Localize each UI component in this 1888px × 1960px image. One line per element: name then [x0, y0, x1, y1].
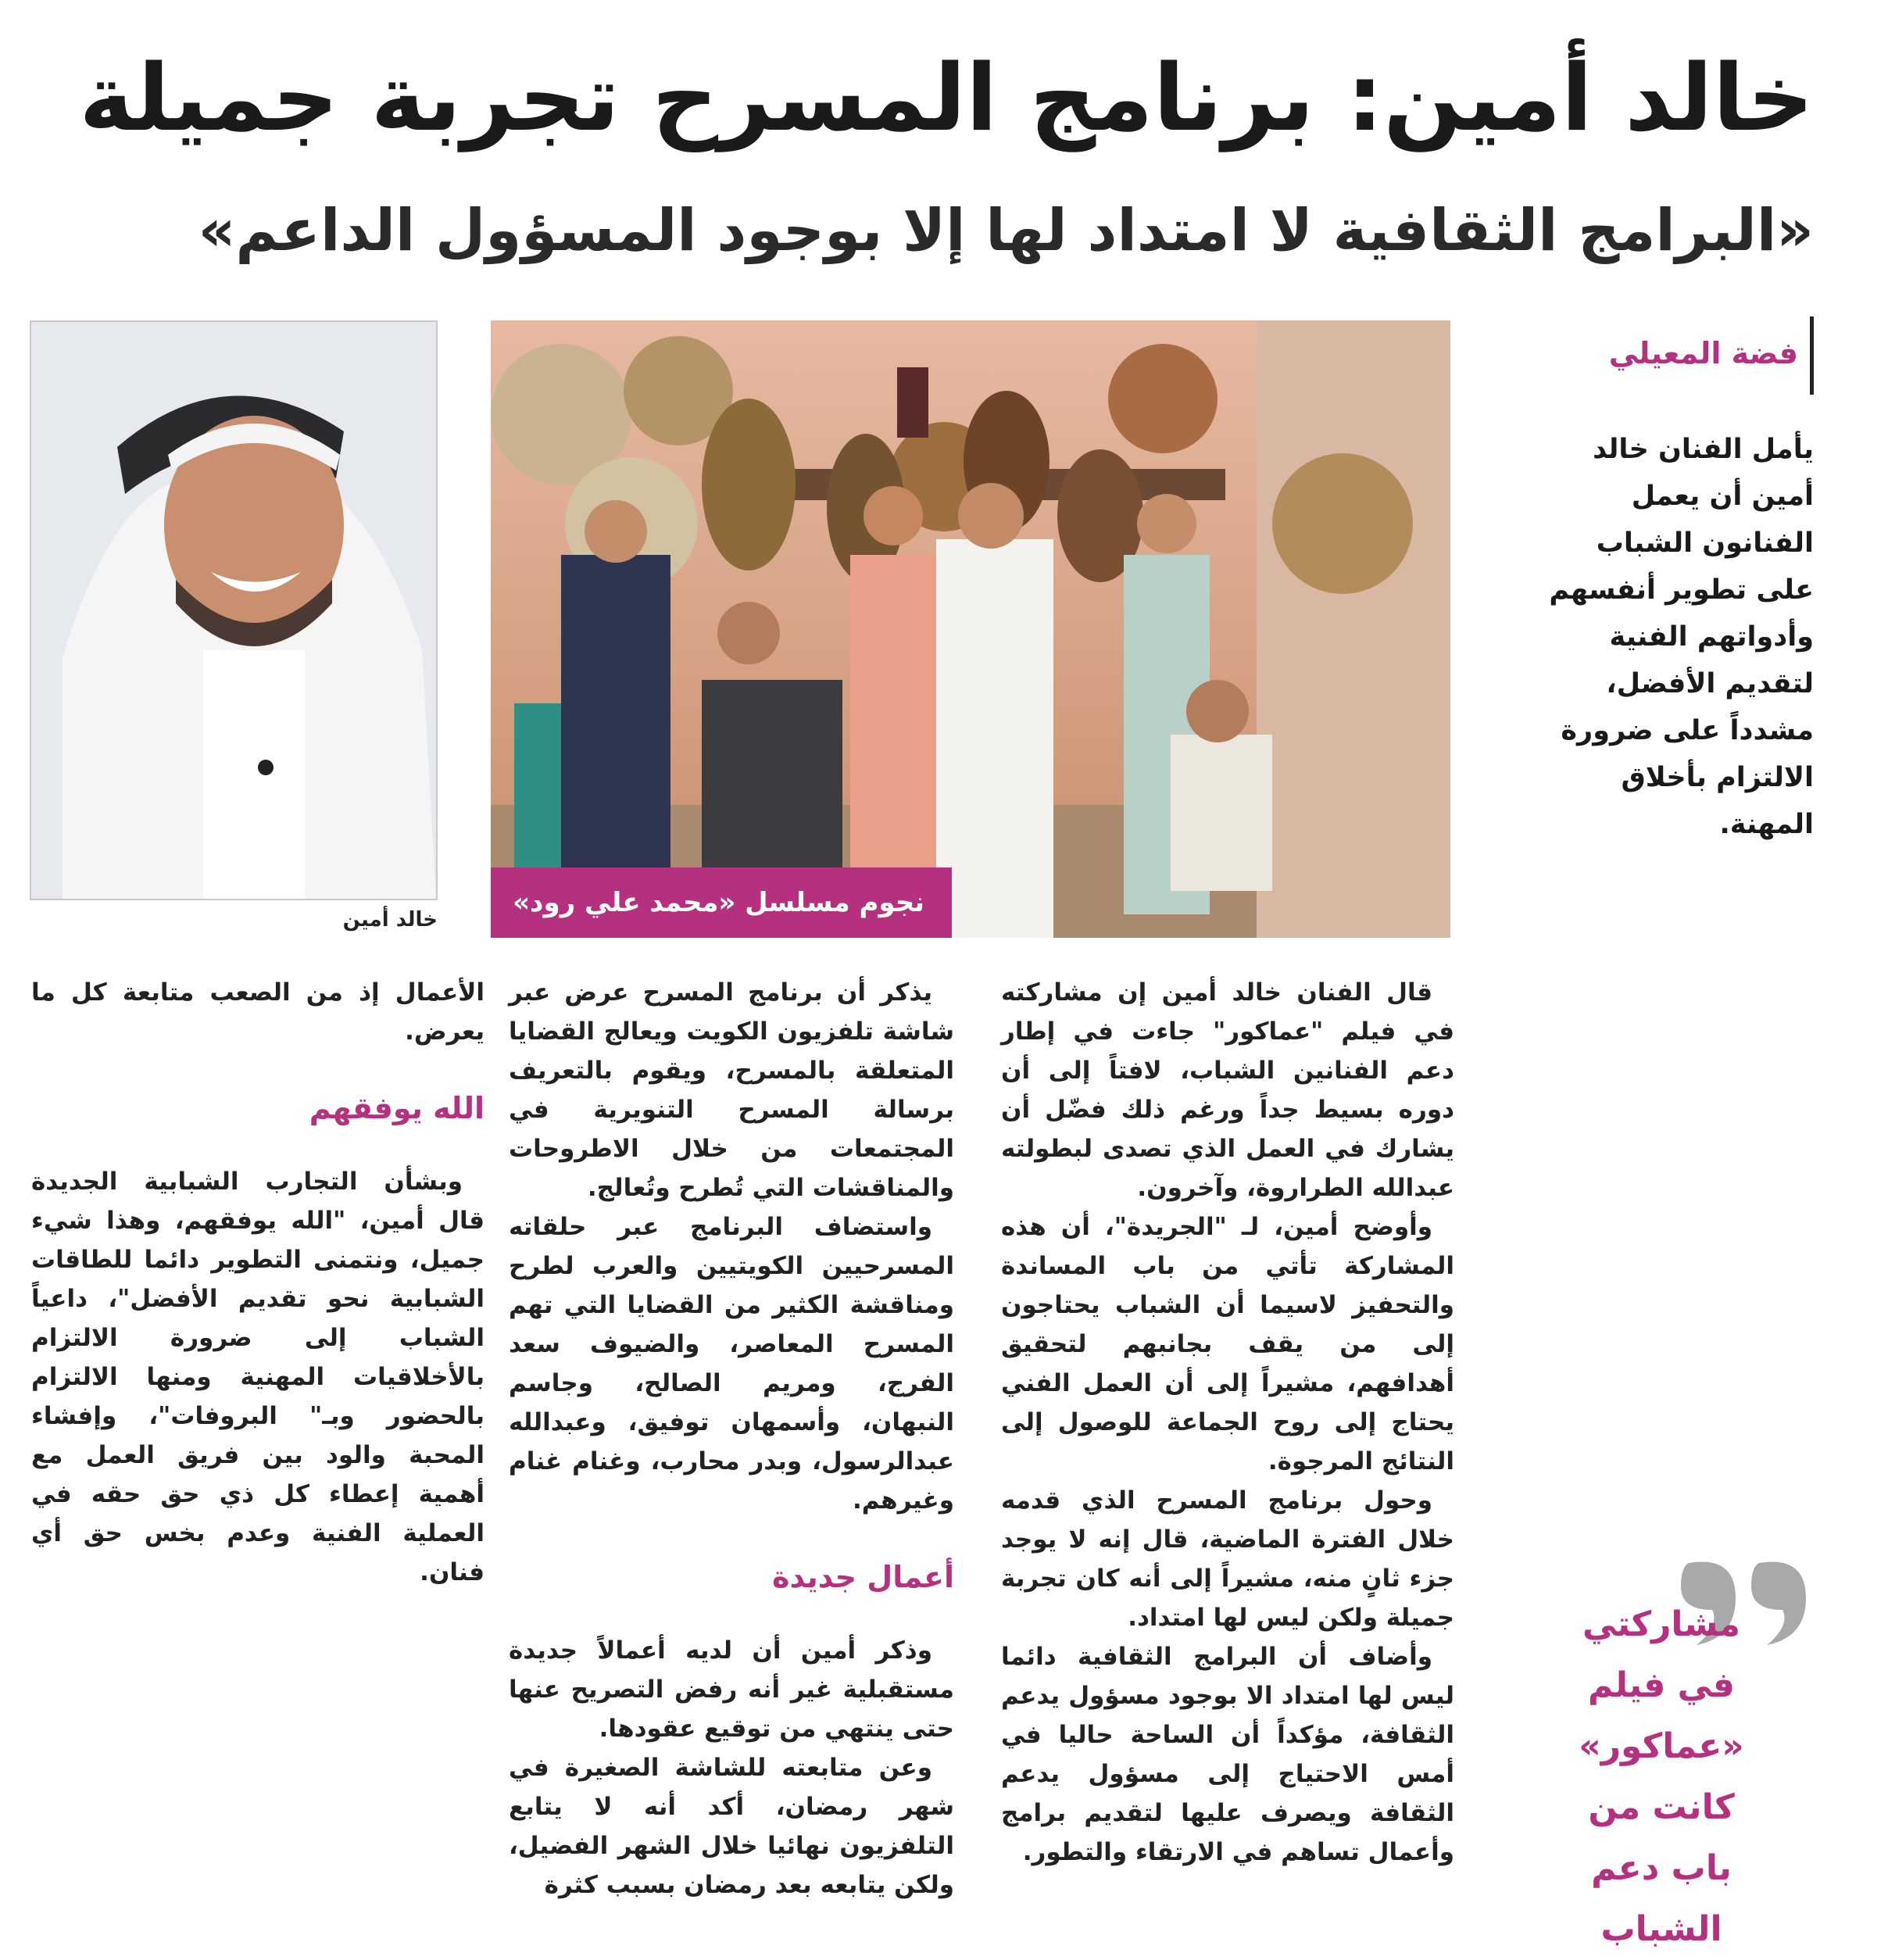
- paragraph: قال الفنان خالد أمين إن مشاركته في فيلم "عماكور" جاءت في إطار دعم الفنانين الشباب، لافتاً إلى أن دوره بسيط جداً ورغم ذلك فضّل أن يشارك في العمل الذي تصدى لبطولته عبدالله الطراروة، وآخرون.: [1001, 978, 1454, 1202]
- section-heading-god-bless: الله يوفقهم: [309, 1091, 485, 1125]
- portrait-photo: [30, 320, 438, 900]
- main-photo-caption: نجوم مسلسل «محمد علي رود»: [491, 867, 952, 938]
- pull-quote: مشاركتي في فيلم «عماكور» كانت من باب دعم الشباب: [1579, 1604, 1744, 1949]
- cast-photo-illustration: [491, 320, 1450, 938]
- subheadline: «البرامج الثقافية لا امتداد لها إلا بوجود المسؤول الداعم»: [198, 197, 1814, 264]
- paragraph: وذكر أمين أن لديه أعمالاً جديدة مستقبلية غير أنه رفض التصريح عنها حتى ينتهي من توقيع عقودها.: [509, 1636, 954, 1743]
- main-photo: [491, 320, 1450, 938]
- section-heading-new-works: أعمال جديدة: [772, 1560, 954, 1594]
- article-column-1: [1001, 973, 1454, 1872]
- article-column-3: [31, 973, 485, 1592]
- paragraph: وحول برنامج المسرح الذي قدمه خلال الفترة الماضية، قال إنه لا يوجد جزء ثانٍ منه، مشيراً إلى أنه كان تجربة جميلة ولكن ليس لها امتداد.: [1001, 1486, 1454, 1632]
- paragraph: الأعمال إذ من الصعب متابعة كل ما يعرض.: [31, 978, 485, 1046]
- article-column-2: [509, 973, 954, 1905]
- paragraph: يذكر أن برنامج المسرح عرض عبر شاشة تلفزيون الكويت ويعالج القضايا المتعلقة بالمسرح، ويقوم بالتعريف برسالة المسرح التنويرية في المجتمعات من خلال الاطروحات والمناقشات التي تُطرح وتُعالج.: [509, 978, 954, 1202]
- portrait-illustration: [31, 322, 436, 899]
- paragraph: وأضاف أن البرامج الثقافية دائما ليس لها امتداد الا بوجود مسؤول يدعم الثقافة، مؤكداً أن الساحة حاليا في أمس الاحتياج إلى مسؤول يدعم الثقافة ويصرف عليها لتقديم برامج وأعمال تساهم في الارتقاء والتطور.: [1001, 1643, 1454, 1866]
- paragraph: وبشأن التجارب الشبابية الجديدة قال أمين، "الله يوفقهم، وهذا شيء جميل، ونتمنى التطوير دائما للطاقات الشبابية نحو تقديم الأفضل"، داعياً الشباب إلى ضرورة الالتزام بالأخلاقيات المهنية ومنها الالتزام بالحضور وبـ" البروفات"، وإفشاء المحبة والود بين فريق العمل مع أهمية إعطاء كل ذي حق حقه في العملية الفنية وعدم بخس حق أي فنان.: [31, 1168, 485, 1586]
- intro-paragraph: يأمل الفنان خالد أمين أن يعمل الفنانون الشباب على تطوير أنفسهم وأدواتهم الفنية لتقديم الأفضل، مشدداً على ضرورة الالتزام بأخلاق المهنة.: [1549, 434, 1814, 840]
- headline: خالد أمين: برنامج المسرح تجربة جميلة: [79, 44, 1814, 152]
- byline-divider: [1810, 317, 1814, 395]
- byline: فضة المعيلي: [1608, 336, 1798, 370]
- paragraph: واستضاف البرنامج عبر حلقاته المسرحيين الكويتيين والعرب لطرح ومناقشة الكثير من القضايا التي تهم المسرح المعاصر، والضيوف سعد الفرج، ومريم الصالح، وجاسم النبهان، وأسمهان توفيق، وعبدالله عبدالرسول، وبدر محارب، وغنام غنام وغيرهم.: [509, 1213, 954, 1515]
- portrait-caption: خالد أمين: [342, 908, 438, 932]
- paragraph: وأوضح أمين، لـ "الجريدة"، أن هذه المشاركة تأتي من باب المساندة والتحفيز لاسيما أن الشباب يحتاجون إلى من يقف بجانبهم لتحقيق أهدافهم، مشيراً إلى أن العمل الفني يحتاج إلى روح الجماعة للوصول إلى النتائج المرجوة.: [1001, 1213, 1454, 1475]
- paragraph: وعن متابعته للشاشة الصغيرة في شهر رمضان، أكد أنه لا يتابع التلفزيون نهائيا خلال الشهر الفضيل، ولكن يتابعه بعد رمضان بسبب كثرة: [509, 1754, 954, 1899]
